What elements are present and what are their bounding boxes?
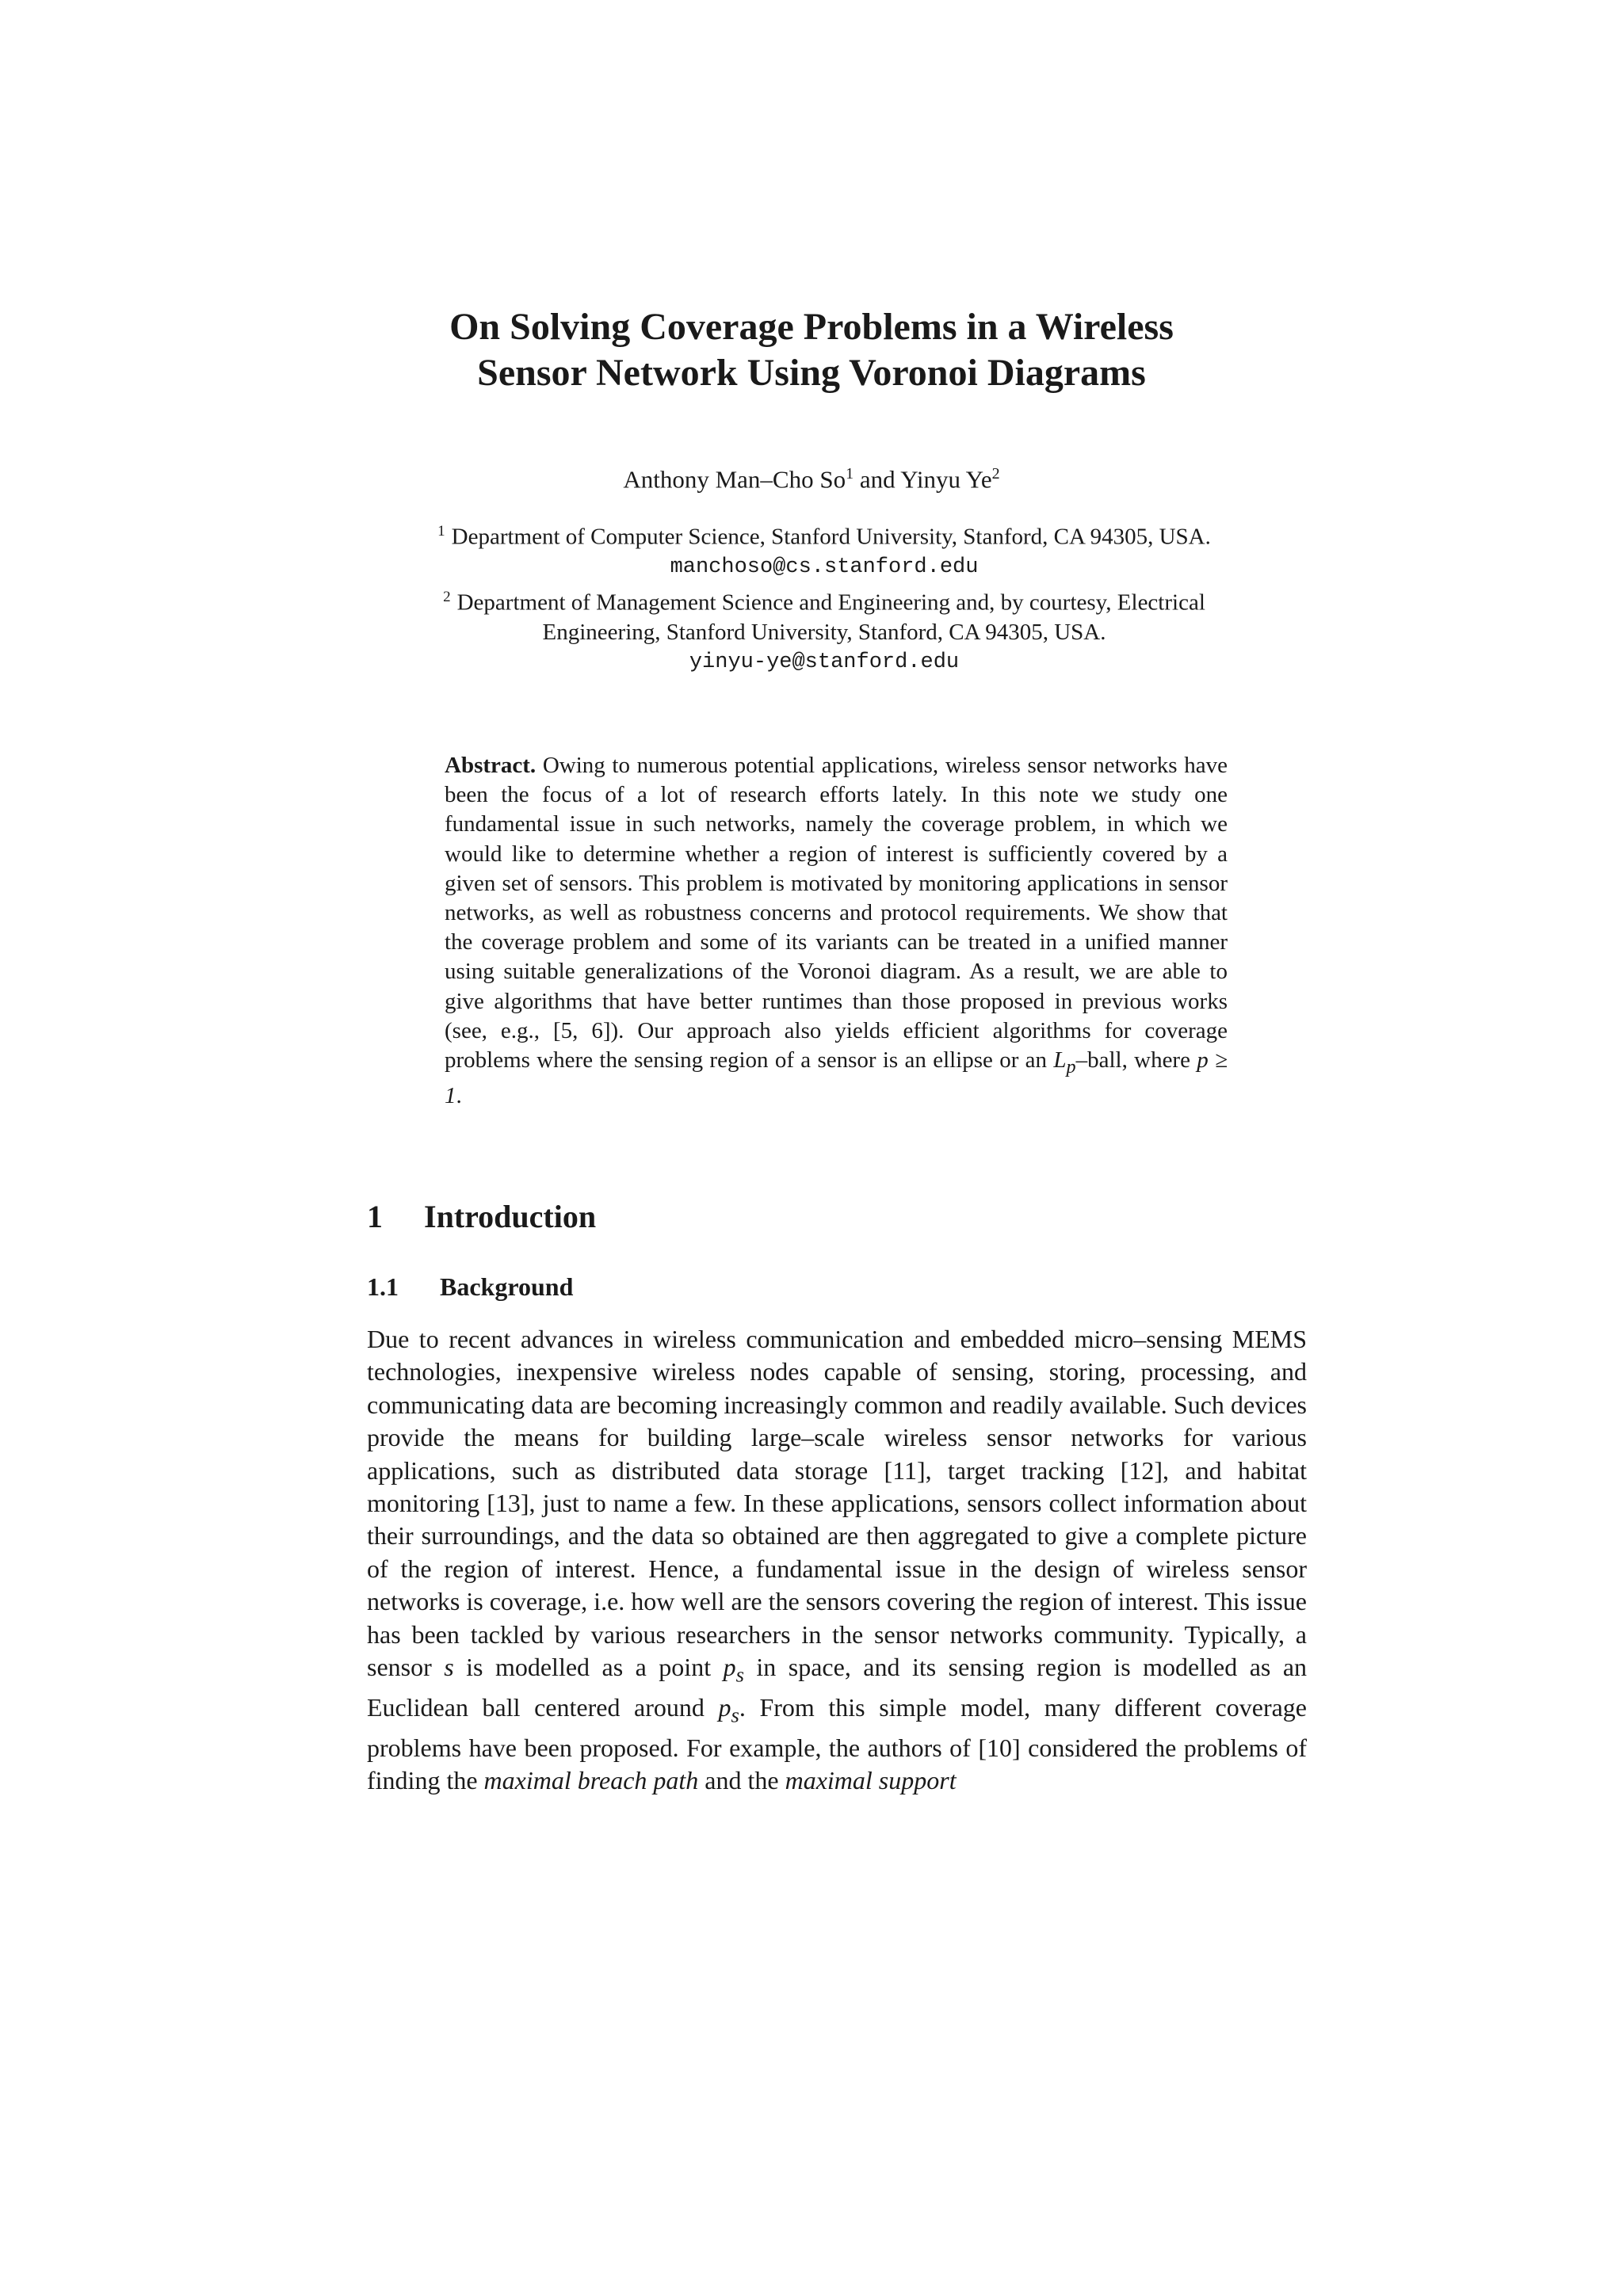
math-variable: s [444,1653,454,1682]
body-paragraph [367,1323,1307,1797]
paper-title [0,304,1623,396]
math-subscript: s [731,1703,739,1727]
affiliation-mark: 2 [991,465,1000,482]
abstract-text: . [456,1083,462,1109]
body-text: . From this simple model, many different coverage problems have been proposed. For example, the authors of [10] considered the problems of finding the [367,1692,1308,1795]
body-text: is modelled as a point [466,1653,712,1682]
subsection-title: Background [440,1272,574,1301]
math-subscript: s [735,1662,744,1687]
subsection-heading [367,1271,573,1302]
author-name: Anthony Man–Cho So [623,465,846,494]
affiliation-mark: 1 [846,465,854,482]
affiliation-1 [349,517,1300,552]
emphasis: maximal support [785,1766,957,1795]
email-link[interactable]: manchoso@cs.stanford.edu [670,555,979,579]
affiliation-text: Department of Management Science and Engineering and, by courtesy, Electrical [456,589,1205,616]
title-line: Sensor Network Using Voronoi Diagrams [477,352,1146,394]
author-conjunction: and [859,465,896,494]
abstract-label: Abstract. [445,753,537,778]
subsection-number: 1.1 [367,1272,399,1301]
author-name: Yinyu Ye [900,465,992,494]
body-text: and the [705,1766,779,1795]
emphasis: maximal breach path [483,1766,699,1795]
math-variable: L [1053,1047,1067,1074]
body-text: in space, and its sensing region is modelled as an Euclidean ball centered around [367,1653,1308,1722]
affiliation-mark: 2 [443,588,451,605]
section-number: 1 [367,1199,383,1234]
abstract [445,751,1228,1111]
abstract-text: –ball, where [1075,1047,1190,1074]
affiliations [349,517,1300,677]
math-variable: p [723,1653,736,1682]
math-variable: p [718,1692,731,1722]
body-text: Due to recent advances in wireless communication and embedded micro–sensing MEMS technologies, inexpensive wireless nodes capable of sensing, storing, processing, and communicating data are becoming increasingly common and readily available. Such devices provide the means for building large–scale wireless sensor networks for various applications, such as distributed data storage [11], target tracking [12], and habitat monitoring [13], just to name a few. In these applications, sensors collect information about their surroundings, and the data so obtained are then aggregated to give a complete picture of the region of interest. Hence, a fundamental issue in the design of wireless sensor networks is coverage, i.e. how well are the sensors covering the region of interest. This issue has been tackled by various researchers in the sensor networks community. Typically, a sensor [367,1325,1307,1682]
affiliation-mark: 1 [437,523,445,540]
affiliation-text: Engineering, Stanford University, Stanford, CA 94305, USA. [542,620,1106,646]
math-subscript: p [1066,1055,1076,1077]
affiliation-2 [349,582,1300,618]
section-title: Introduction [424,1199,597,1234]
title-line: On Solving Coverage Problems in a Wireless [449,306,1174,348]
abstract-text: Owing to numerous potential applications, wireless sensor networks have been the focus of a lot of research efforts lately. In this note we study one fundamental issue in such networks, namely the coverage problem, in which we would like to determine whether a region of interest is sufficiently covered by a given set of sensors. This problem is motivated by monitoring applications in sensor networks, as well as robustness concerns and protocol requirements. We show that the coverage problem and some of its variants can be treated in a unified manner using suitable generalizations of the Voronoi diagram. As a result, we are able to give algorithms that have better runtimes than those proposed in previous works (see, e.g., [5, 6]). Our approach also yields efficient algorithms for coverage problems where the sensing region of a sensor is an ellipse or an [445,753,1228,1074]
math-condition: p ≥ 1 [445,1047,1228,1109]
email-link[interactable]: yinyu-ye@stanford.edu [689,650,960,675]
author-line [0,458,1623,495]
affiliation-text: Department of Computer Science, Stanford University, Stanford, CA 94305, USA. [451,524,1211,550]
section-heading [367,1198,596,1236]
